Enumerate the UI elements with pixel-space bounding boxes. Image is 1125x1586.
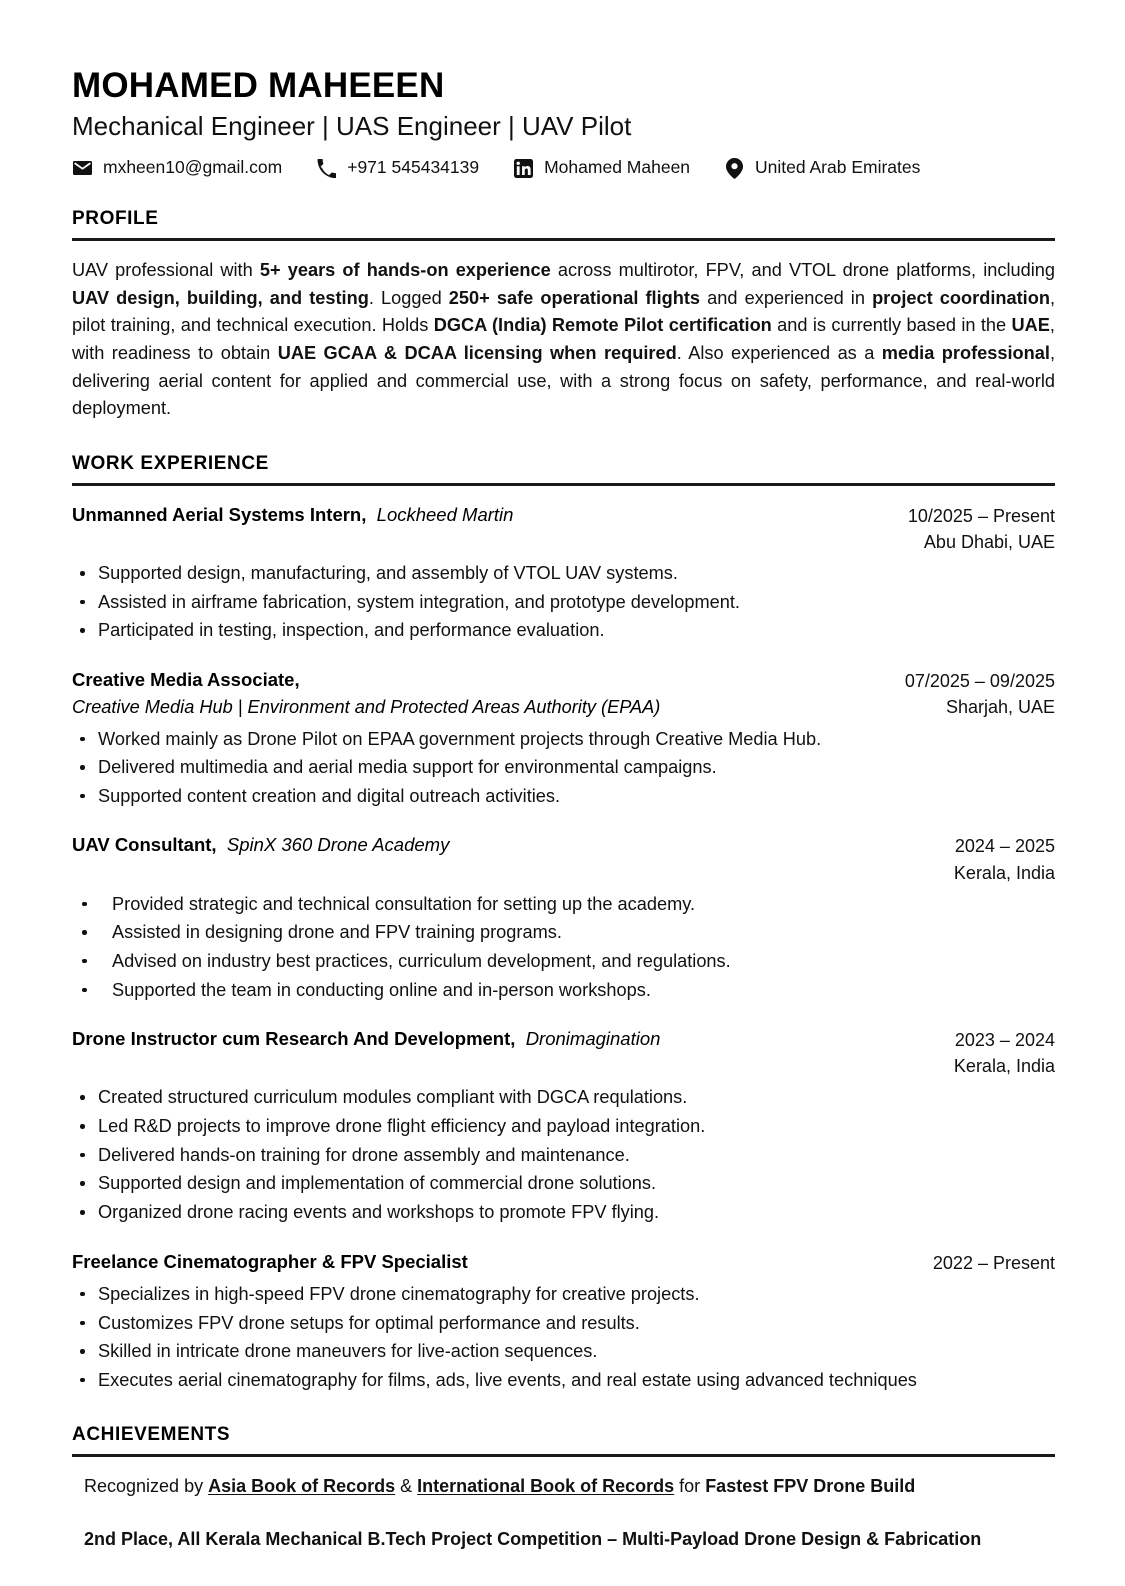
job-list — [72, 502, 1055, 1395]
candidate-headline: Mechanical Engineer | UAS Engineer | UAV Pilot — [72, 111, 632, 142]
section-title-achievements: ACHIEVEMENTS — [72, 1424, 231, 1446]
resume-header — [72, 66, 1055, 178]
job-bullet: Assisted in designing drone and FPV training programs. — [72, 919, 1055, 947]
job-bullet: Delivered multimedia and aerial media support for environmental campaigns. — [72, 754, 1055, 782]
job-header — [72, 1249, 1055, 1276]
achievement-list — [72, 1473, 1055, 1553]
contact-location-text: United Arab Emirates — [755, 157, 921, 178]
section-profile — [72, 208, 1055, 423]
job-bullet: Supported design, manufacturing, and assembly of VTOL UAV systems. — [72, 560, 1055, 588]
contact-phone-text: +971 545434139 — [347, 157, 480, 178]
job-meta — [933, 1249, 1055, 1276]
job-entry — [72, 832, 1055, 1004]
job-bullet-list — [72, 1281, 1055, 1395]
job-title-block — [72, 1026, 954, 1052]
section-divider — [72, 483, 1055, 486]
section-divider — [72, 1454, 1055, 1457]
linkedin-icon — [513, 158, 533, 178]
job-bullet-list — [72, 1084, 1055, 1226]
job-meta — [954, 1026, 1055, 1079]
job-bullet: Worked mainly as Drone Pilot on EPAA government projects through Creative Media Hub. — [72, 726, 1055, 754]
job-dates: 07/2025 – 09/2025 — [904, 671, 1055, 692]
job-bullet: Delivered hands-on training for drone assembly and maintenance. — [72, 1142, 1055, 1170]
job-bullet-list — [72, 891, 1055, 1005]
job-title: Unmanned Aerial Systems Intern, Lockheed Martin — [72, 503, 514, 525]
job-bullet: Provided strategic and technical consultation for setting up the academy. — [72, 891, 1055, 919]
achievement-item: Recognized by Asia Book of Records & International Book of Records for Fastest FPV Drone Build — [84, 1476, 916, 1497]
contact-location — [724, 158, 920, 178]
job-meta — [908, 502, 1055, 555]
job-bullet: Advised on industry best practices, curriculum development, and regulations. — [72, 948, 1055, 976]
job-title: Freelance Cinematographer & FPV Specialist — [72, 1250, 468, 1272]
job-dates: 2022 – Present — [932, 1252, 1055, 1273]
job-bullet-list — [72, 726, 1055, 811]
job-bullet: Organized drone racing events and workshops to promote FPV flying. — [72, 1199, 1055, 1227]
job-bullet: Participated in testing, inspection, and performance evaluation. — [72, 617, 1055, 645]
job-meta — [905, 667, 1055, 720]
job-title: Drone Instructor cum Research And Development, Dronimagination — [72, 1028, 661, 1050]
job-bullet: Led R&D projects to improve drone flight efficiency and payload integration. — [72, 1113, 1055, 1141]
job-header — [72, 1026, 1055, 1079]
section-achievements — [72, 1424, 1055, 1553]
job-dates: 2023 – 2024 — [954, 1030, 1055, 1051]
location-pin-icon — [724, 158, 744, 178]
job-title: UAV Consultant, SpinX 360 Drone Academy — [72, 834, 450, 856]
job-meta — [954, 832, 1055, 885]
job-dates: 2024 – 2025 — [954, 836, 1055, 857]
section-work-experience — [72, 453, 1055, 1395]
job-bullet: Supported design and implementation of commercial drone solutions. — [72, 1170, 1055, 1198]
job-bullet-list — [72, 560, 1055, 645]
contact-email-text: mxheen10@gmail.com — [103, 157, 283, 178]
job-bullet: Skilled in intricate drone maneuvers for live-action sequences. — [72, 1338, 1055, 1366]
phone-icon — [316, 158, 336, 178]
job-location: Kerala, India — [953, 862, 1055, 883]
job-company: Dronimagination — [515, 1028, 661, 1050]
job-title-block — [72, 832, 954, 858]
section-title-profile: PROFILE — [72, 208, 159, 230]
job-bullet: Executes aerial cinematography for films, ads, live events, and real estate using advanced techniques — [72, 1367, 1055, 1395]
job-company: SpinX 360 Drone Academy — [216, 834, 450, 856]
email-icon — [72, 158, 92, 178]
section-divider — [72, 238, 1055, 241]
job-bullet: Assisted in airframe fabrication, system integration, and prototype development. — [72, 589, 1055, 617]
job-bullet: Supported the team in conducting online and in-person workshops. — [72, 977, 1055, 1005]
job-entry — [72, 1026, 1055, 1226]
job-title-block — [72, 667, 905, 720]
job-company: Lockheed Martin — [366, 503, 514, 525]
contact-row — [72, 158, 1055, 178]
job-entry — [72, 502, 1055, 645]
job-location: Sharjah, UAE — [945, 697, 1055, 718]
achievement-item: 2nd Place, All Kerala Mechanical B.Tech Project Competition – Multi-Payload Drone Design & Fabrication — [84, 1529, 982, 1550]
job-title: Creative Media Associate, Creative Media Hub | Environment and Protected Areas Authority (EPAA) — [72, 667, 887, 720]
job-bullet: Supported content creation and digital outreach activities. — [72, 783, 1055, 811]
job-location: Kerala, India — [953, 1056, 1055, 1077]
profile-summary-text: UAV professional with 5+ years of hands-on experience across multirotor, FPV, and VTOL drone platforms, including UAV design, building, and testing. Logged 250+ safe operational flights and experienced in project coordination, pilot training, and technical execution. Holds DGCA (India) Remote Pilot certification and is currently based in the UAE, with readiness to obtain UAE GCAA & DCAA licensing when required. Also experienced as a media professional, delivering aerial content for applied and commercial use, with a strong focus on safety, performance, and real-world deployment. — [72, 260, 1056, 419]
job-header — [72, 667, 1055, 720]
job-header — [72, 832, 1055, 885]
job-bullet: Specializes in high-speed FPV drone cinematography for creative projects. — [72, 1281, 1055, 1309]
contact-phone[interactable] — [316, 158, 479, 178]
job-bullet: Customizes FPV drone setups for optimal performance and results. — [72, 1310, 1055, 1338]
job-bullet: Created structured curriculum modules compliant with DGCA requlations. — [72, 1084, 1055, 1112]
job-location: Abu Dhabi, UAE — [923, 532, 1055, 553]
contact-email[interactable] — [72, 158, 282, 178]
contact-linkedin-text: Mohamed Maheen — [544, 157, 691, 178]
job-title-block — [72, 1249, 933, 1275]
section-title-work-experience: WORK EXPERIENCE — [72, 452, 269, 474]
job-entry — [72, 667, 1055, 810]
candidate-name: MOHAMED MAHEEEN — [72, 66, 445, 105]
job-header — [72, 502, 1055, 555]
job-entry — [72, 1249, 1055, 1395]
job-company: Creative Media Hub | Environment and Protected Areas Authority (EPAA) — [72, 697, 661, 718]
job-title-block — [72, 502, 908, 528]
contact-linkedin[interactable] — [513, 158, 690, 178]
job-dates: 10/2025 – Present — [907, 505, 1055, 526]
